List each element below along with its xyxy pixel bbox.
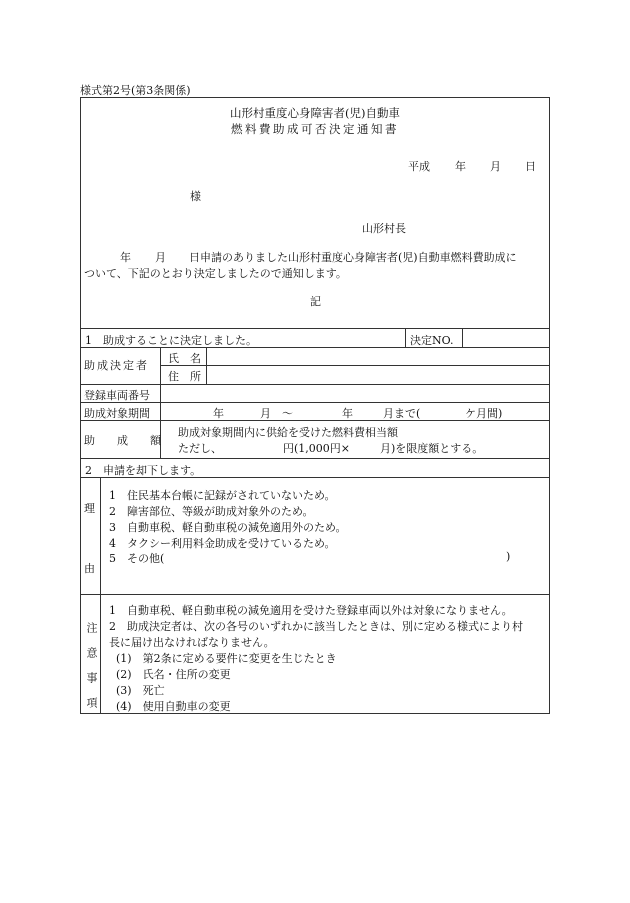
form-number-label: 様式第2号(第3条関係) — [80, 84, 191, 97]
note-subitem: (4) 使用自動車の変更 — [116, 700, 231, 713]
note-subitem: (3) 死亡 — [116, 684, 165, 697]
reason-item: 1 住民基本台帳に記録がされていないため。 — [109, 489, 336, 502]
reason-other-close: ) — [506, 550, 511, 563]
note-line: 1 自動車税、軽自動車税の減免適用を受けた登録車両以外は対象になりません。 — [109, 604, 513, 617]
reason-item: 4 タクシー利用料金助成を受けているため。 — [109, 537, 336, 550]
date-year: 年 — [455, 160, 466, 173]
period-year1: 年 — [213, 407, 224, 420]
recipient-label: 助成決定者 — [84, 359, 149, 372]
period-months-count: ケ月間) — [465, 407, 503, 420]
date-day: 日 — [525, 160, 536, 173]
rule-section2 — [80, 458, 550, 459]
ki-mark: 記 — [310, 295, 321, 308]
address-label: 住 所 — [168, 370, 201, 383]
rule-decision-sep1 — [405, 328, 406, 347]
body-year: 年 — [120, 251, 131, 264]
name-label: 氏 名 — [168, 352, 201, 365]
note-subitem: (1) 第2条に定める要件に変更を生じたとき — [116, 652, 337, 665]
reason-label-top: 理 — [84, 502, 95, 515]
reason-item: 3 自動車税、軽自動車税の減免適用外のため。 — [109, 521, 347, 534]
title-line2: 燃料費助成可否決定通知書 — [231, 122, 399, 136]
note-line: 2 助成決定者は、次の各号のいずれかに該当したときは、別に定める様式により村 — [109, 620, 523, 633]
body-line1: 日申請のありました山形村重度心身障害者(児)自動車燃料費助成に — [189, 251, 517, 264]
recipient-honorific: 様 — [190, 190, 201, 203]
section1-heading: 1 助成することに決定しました。 — [85, 334, 257, 347]
body-line2: ついて、下記のとおり決定しましたので通知します。 — [84, 267, 347, 280]
date-month: 月 — [490, 160, 501, 173]
amount-line1: 助成対象期間内に供給を受けた燃料費相当額 — [178, 426, 398, 439]
note-line: 長に届け出なければなりません。 — [109, 636, 275, 649]
reason-item: 2 障害部位、等級が助成対象外のため。 — [109, 505, 314, 518]
date-era: 平成 — [408, 160, 430, 173]
note-subitem: (2) 氏名・住所の変更 — [116, 668, 231, 681]
issuer-name: 山形村長 — [362, 222, 406, 235]
vehicle-number-label: 登録車両番号 — [84, 389, 150, 402]
reason-label-bottom: 由 — [84, 562, 95, 575]
rule-side-col — [100, 477, 101, 714]
amount-label: 助 成 額 — [84, 434, 161, 447]
amount-line2-limit: 月)を限度額とする。 — [380, 442, 484, 455]
rule-section1 — [80, 328, 550, 329]
notes-label: 注意事項 — [85, 622, 98, 722]
body-month: 月 — [155, 251, 166, 264]
title-line1: 山形村重度心身障害者(児)自動車 — [230, 106, 400, 120]
amount-line2-yen: 円(1,000円× — [283, 442, 350, 455]
decision-no-label: 決定NO. — [410, 334, 454, 347]
period-label: 助成対象期間 — [84, 407, 150, 420]
period-month2: 月まで( — [383, 407, 421, 420]
rule-label-col — [160, 347, 161, 420]
rule-name-address — [160, 365, 550, 366]
section2-heading: 2 申請を却下します。 — [85, 464, 202, 477]
reason-item-other: 5 その他( — [109, 552, 165, 565]
rule-period — [80, 402, 550, 403]
period-month1: 月 ～ — [260, 407, 293, 420]
period-year2: 年 — [342, 407, 353, 420]
rule-vehicle — [80, 384, 550, 385]
amount-line2-prefix: ただし、 — [178, 442, 222, 455]
rule-name-col — [206, 347, 207, 384]
rule-notes — [80, 594, 550, 595]
rule-decision-sep2 — [462, 328, 463, 347]
